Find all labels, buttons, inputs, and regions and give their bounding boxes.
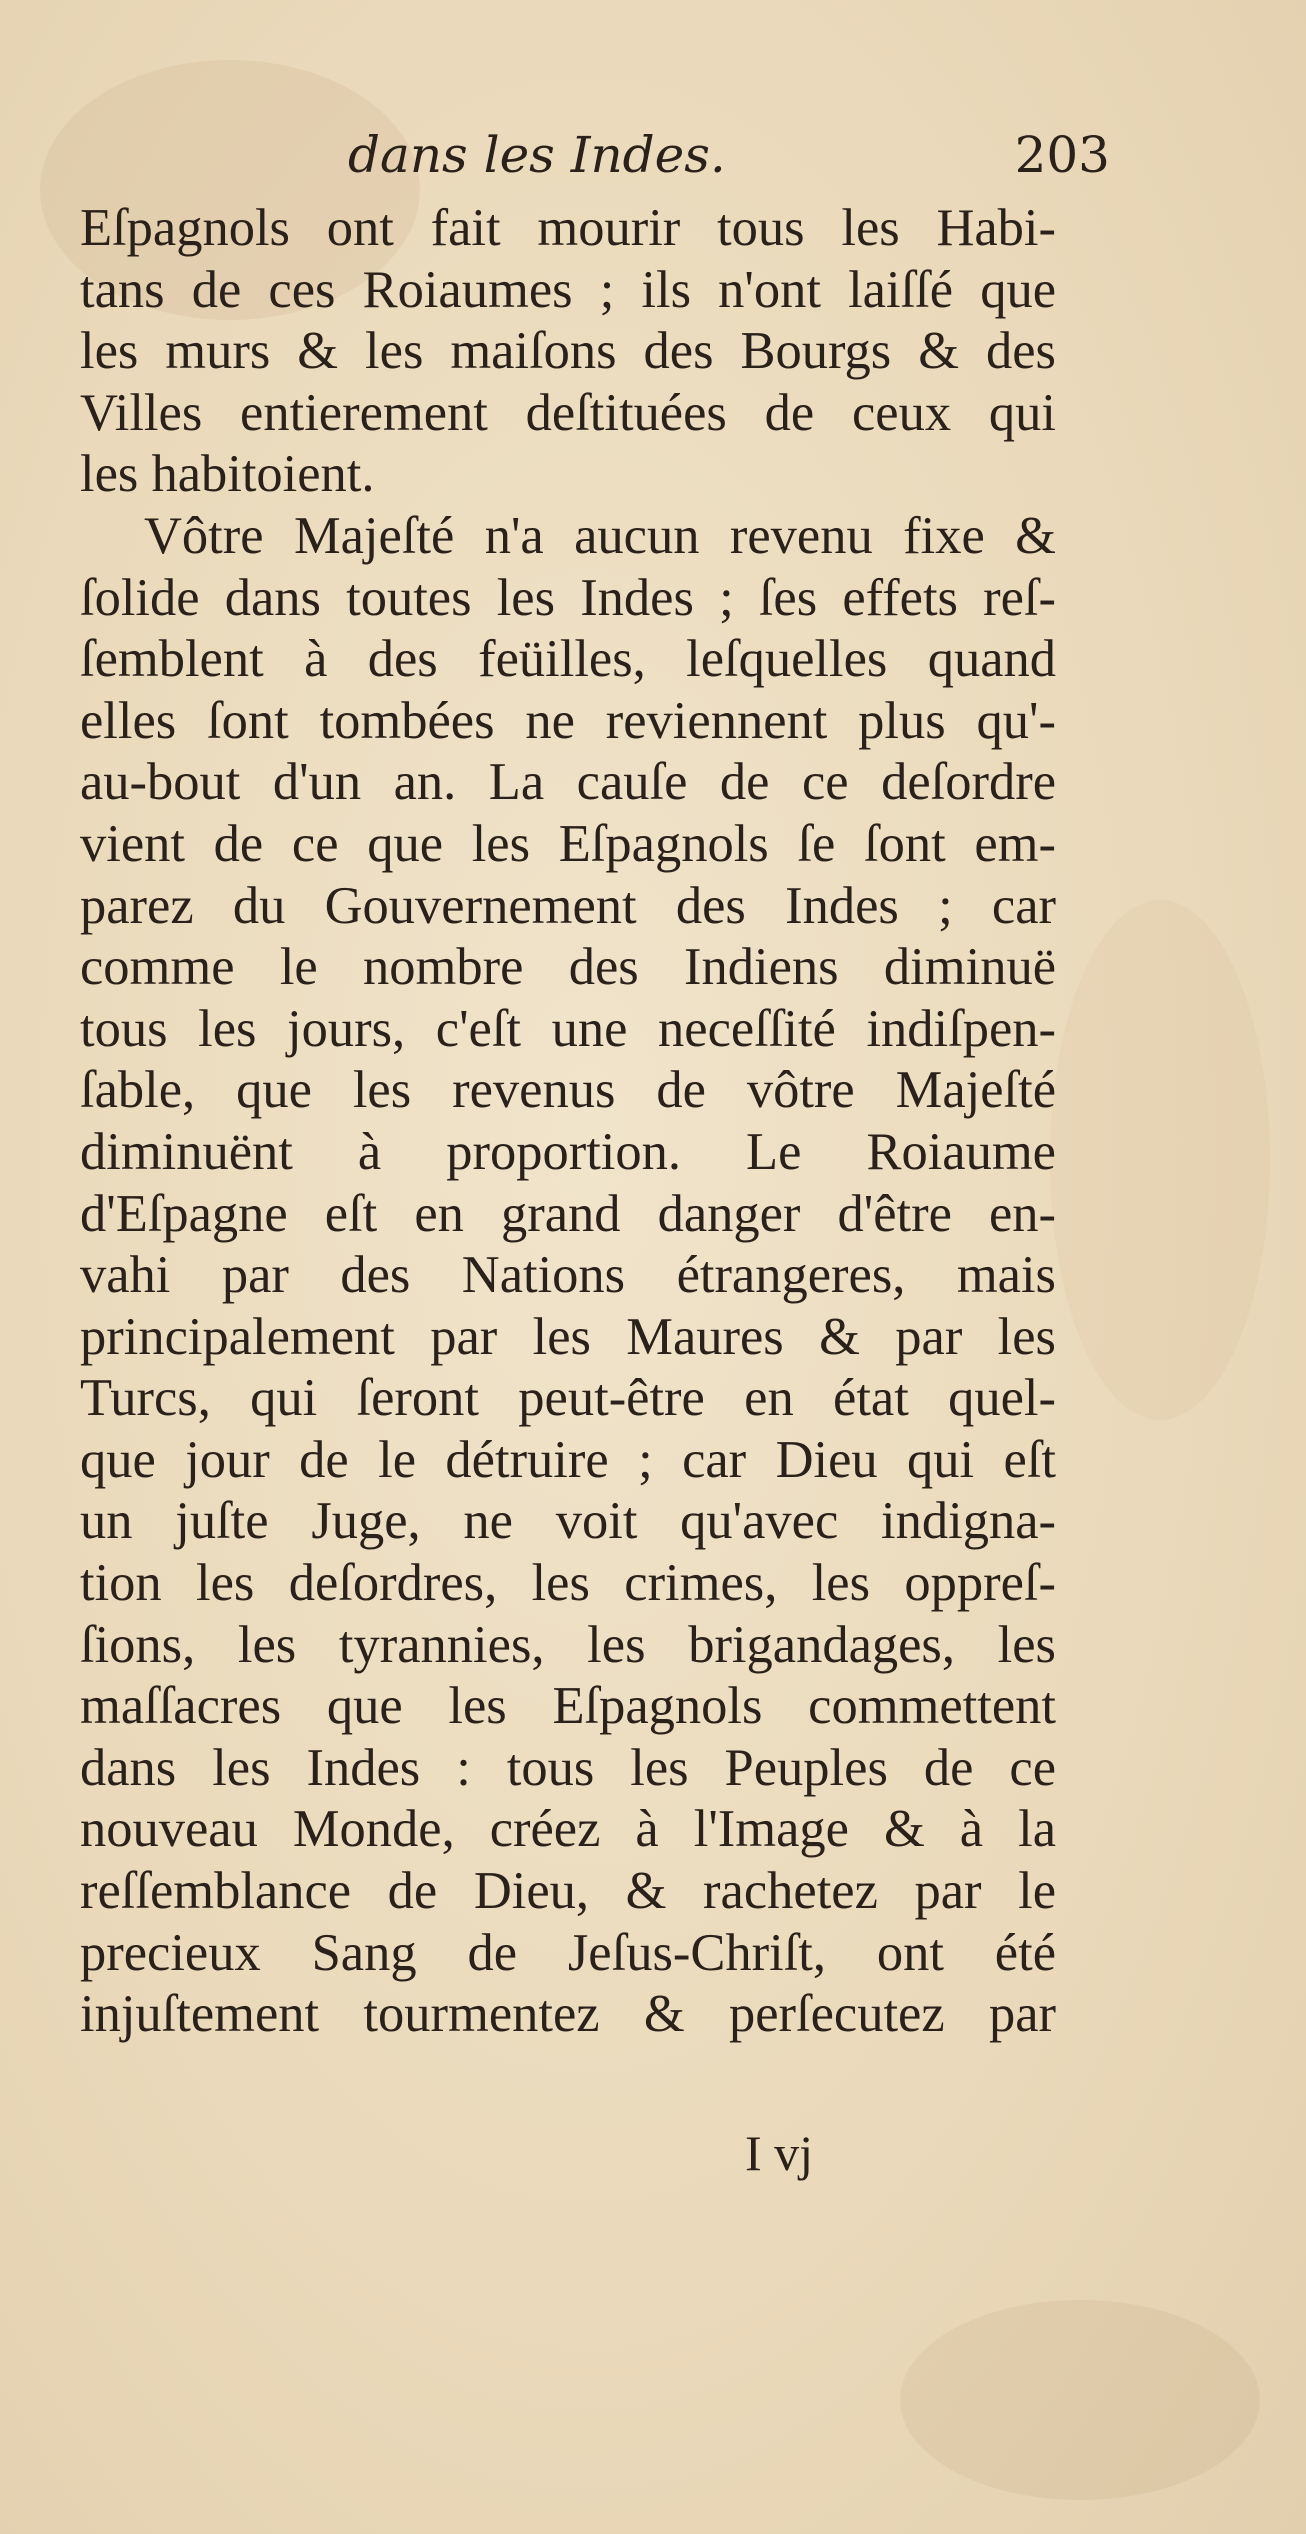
page-footer <box>80 2124 1220 2194</box>
text-line: Villes entierement deſtituées de ceux qui <box>80 383 1056 442</box>
text-line: que jour de le détruire ; car Dieu qui eſt <box>80 1430 1056 1489</box>
text-line: tous les jours, c'eſt une neceſſité indiſpen- <box>80 999 1056 1058</box>
text-line: precieux Sang de Jeſus-Chriſt, ont été <box>80 1923 1056 1982</box>
text-line: vient de ce que les Eſpagnols ſe ſont em- <box>80 814 1056 873</box>
text-line: d'Eſpagne eſt en grand danger d'être en- <box>80 1184 1056 1243</box>
text-line: Turcs, qui ſeront peut-être en état quel- <box>80 1369 1056 1428</box>
text-line: les murs & les maiſons des Bourgs & des <box>80 322 1056 381</box>
page-number: 203 <box>1014 126 1110 184</box>
text-line: ſemblent à des feüilles, leſquelles quand <box>80 630 1056 689</box>
paper-stain <box>900 2300 1260 2500</box>
text-line: maſſacres que les Eſpagnols commettent <box>80 1677 1056 1736</box>
text-line: au-bout d'un an. La cauſe de ce deſordre <box>80 753 1056 812</box>
body-text <box>80 198 1056 2046</box>
text-line: Vôtre Majeſté n'a aucun revenu fixe & <box>144 506 1056 565</box>
page-header <box>80 118 1220 198</box>
text-line: ſolide dans toutes les Indes ; ſes effets reſ- <box>80 568 1056 627</box>
text-line: tans de ces Roiaumes ; ils n'ont laiſſé que <box>80 260 1056 319</box>
text-line: les habitoient. <box>80 445 375 504</box>
text-line: reſſemblance de Dieu, & rachetez par le <box>80 1862 1056 1921</box>
text-line: comme le nombre des Indiens diminuë <box>80 938 1056 997</box>
text-line: un juſte Juge, ne voit qu'avec indigna- <box>80 1492 1056 1551</box>
paper-stain <box>1050 900 1270 1420</box>
text-line: diminuënt à proportion. Le Roiaume <box>80 1122 1056 1181</box>
text-line: vahi par des Nations étrangeres, mais <box>80 1246 1056 1305</box>
signature-mark: I vj <box>745 2125 814 2181</box>
text-line: ſions, les tyrannies, les brigandages, les <box>80 1615 1056 1674</box>
text-line: dans les Indes : tous les Peuples de ce <box>80 1738 1056 1797</box>
text-line: parez du Gouvernement des Indes ; car <box>80 876 1056 935</box>
running-head: dans les Indes. <box>348 126 726 184</box>
text-line: nouveau Monde, créez à l'Image & à la <box>80 1800 1056 1859</box>
text-line: injuſtement tourmentez & perſecutez par <box>80 1985 1056 2044</box>
text-line: tion les deſordres, les crimes, les oppreſ- <box>80 1554 1056 1613</box>
text-line: ſable, que les revenus de vôtre Majeſté <box>80 1061 1056 1120</box>
text-line: elles ſont tombées ne reviennent plus qu'- <box>80 691 1056 750</box>
text-line: Eſpagnols ont fait mourir tous les Habi- <box>80 199 1056 257</box>
text-line: principalement par les Maures & par les <box>80 1307 1056 1366</box>
